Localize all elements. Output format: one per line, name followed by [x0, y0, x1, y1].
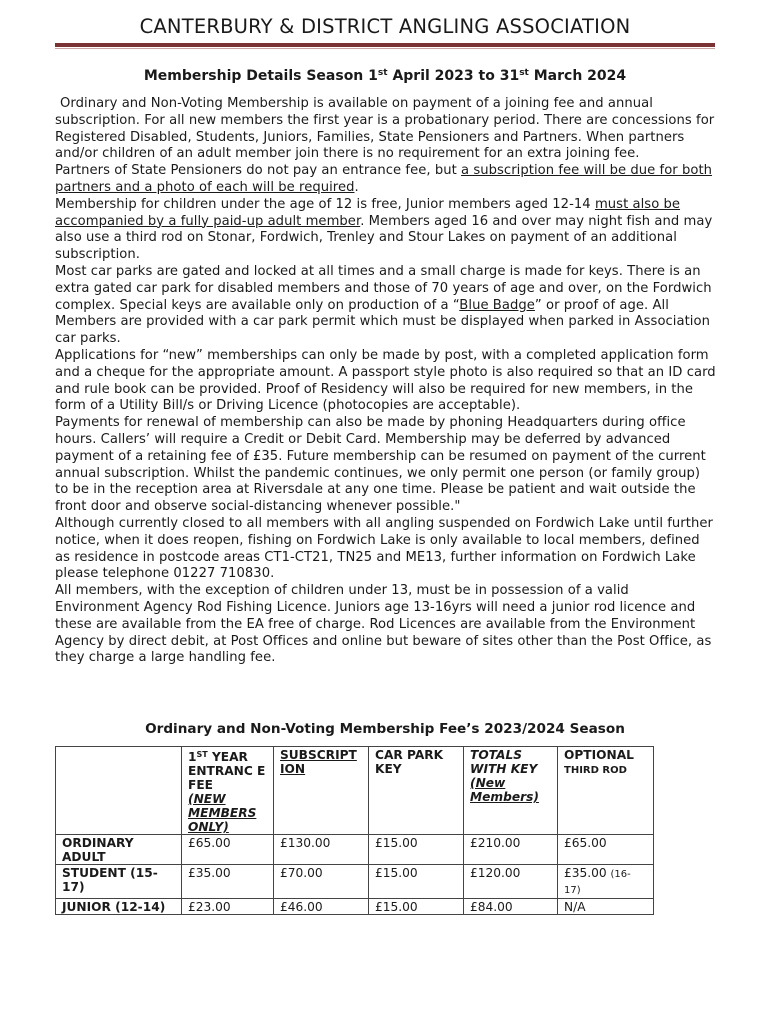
paragraph-fordwich-lake: Although currently closed to all members with all angling suspended on Fordwich Lake until further notice, when it does reopen, fishing on Fordwich Lake is only available to local members, defined as residence in postcode areas CT1-CT21, TN25 and ME13, further information on Fordwich Lake please telephone 01227 710830. — [55, 515, 713, 582]
table-header-row — [56, 747, 654, 835]
fees-table-title: Ordinary and Non-Voting Membership Fee’s 2023/2024 Season — [145, 721, 625, 737]
row-label: JUNIOR (12-14) — [56, 899, 182, 915]
cell-totals: £84.00 — [464, 899, 558, 915]
cell-subscription: £130.00 — [274, 835, 369, 865]
membership-season-heading — [0, 68, 770, 84]
table-row — [56, 835, 654, 865]
paragraph-state-pensioners — [55, 163, 717, 197]
paragraph-car-parks — [55, 264, 717, 348]
header-text: CAR PARK KEY — [375, 748, 444, 776]
heading-sup-2: st — [519, 68, 529, 78]
cell-car-park-key: £15.00 — [369, 865, 464, 899]
paragraph-renewal-payments: Payments for renewal of membership can also be made by phoning Headquarters during office hours. Callers’ will require a Credit or Debit Card. Membership may be deferred by advanced payment of a retaining fee of £35. Future membership can be resumed on payment of the current annual subscription. Whilst the pandemic continues, we only permit one person (or family group) to be in the reception area at Riversdale at any one time. Please be patient and wait outside the front door and observe social-distancing whenever possible." — [55, 415, 706, 515]
header-subscription — [274, 747, 369, 835]
header-entrance-fee — [182, 747, 274, 835]
heading-text-3: March 2024 — [528, 68, 627, 84]
paragraph-rod-licence: All members, with the exception of children under 13, must be in possession of a valid Environment Agency Rod Fishing Licence. Juniors age 13-16yrs will need a junior rod licence and these are available from the EA free of charge. Rod Licences are available from the Environment Agency by direct debit, at Post Offices and online but beware of sites other than the Post Office, as they charge a large handling fee. — [55, 583, 712, 666]
header-note: (New Members) — [470, 776, 539, 804]
cell-subscription: £46.00 — [274, 899, 369, 915]
header-text: 1 — [188, 750, 197, 764]
text-segment: Most car parks are gated and locked at all times and a small charge is made for keys. There is an extra gated car park for disabled members and those of 70 years of age and over, on the Fordwich complex. Special keys are available only on production of a “ — [55, 263, 712, 313]
underlined-text: must also be accompanied by a fully paid-up adult member — [55, 196, 681, 229]
table-row — [56, 865, 654, 899]
cell-value: £65.00 — [564, 836, 607, 850]
header-car-park-key — [369, 747, 464, 835]
cell-entrance-fee: £35.00 — [182, 865, 274, 899]
paragraph-children-juniors — [55, 197, 717, 264]
cell-optional — [558, 835, 654, 865]
heading-text-1: Membership Details Season 1 — [143, 68, 378, 84]
cell-entrance-fee: £23.00 — [182, 899, 274, 915]
header-totals — [464, 747, 558, 835]
cell-totals: £120.00 — [464, 865, 558, 899]
underlined-text: Blue Badge — [459, 297, 535, 313]
table-row — [56, 899, 654, 915]
header-text: YEAR ENTRANC E FEE — [188, 750, 266, 792]
header-text: SUBSCRIPT ION — [280, 748, 357, 776]
header-divider — [55, 43, 715, 47]
membership-fees-table — [55, 746, 654, 915]
heading-text-2: April 2023 to 31 — [387, 68, 520, 84]
header-divider-shadow — [55, 48, 715, 49]
cell-note: (16-17) — [564, 869, 631, 896]
row-label: ORDINARY ADULT — [56, 835, 182, 865]
membership-details-body — [55, 96, 717, 667]
association-title: CANTERBURY & DISTRICT ANGLING ASSOCIATION — [139, 15, 631, 38]
text-segment: . — [354, 179, 359, 195]
header-text: TOTALS WITH KEY — [470, 748, 538, 776]
text-segment: Partners of State Pensioners do not pay an entrance fee, but — [55, 163, 462, 179]
header-sup: ST — [196, 750, 208, 759]
cell-optional — [558, 865, 654, 899]
cell-car-park-key: £15.00 — [369, 899, 464, 915]
paragraph-applications: Applications for “new” memberships can only be made by post, with a completed application form and a cheque for the appropriate amount. A passport style photo is also required so that an ID card and rule book can be provided. Proof of Residency will also be required for new members, in the form of a Utility Bill/s or Driving Licence (photocopies are acceptable). — [55, 347, 716, 414]
text-segment: ” or proof of age. All Members are provided with a car park permit which must be displayed when parked in Association car parks. — [55, 297, 710, 347]
underlined-text: a subscription fee will be due for both partners and a photo of each will be required — [55, 163, 713, 195]
cell-entrance-fee: £65.00 — [182, 835, 274, 865]
text-segment: . Members aged 16 and over may night fish and may also use a third rod on Stonar, Fordwich, Trenley and Stour Lakes on payment of an additional subscription. — [55, 213, 713, 263]
row-label: STUDENT (15-17) — [56, 865, 182, 899]
cell-optional — [558, 899, 654, 915]
paragraph-membership-overview: Ordinary and Non-Voting Membership is available on payment of a joining fee and annual subscription. For all new members the first year is a probationary period. There are concessions for Registered Disabled, Students, Juniors, Families, State Pensioners and Partners. When partners and/or children of an adult member join there is no requirement for an extra joining fee. — [55, 96, 715, 162]
cell-totals: £210.00 — [464, 835, 558, 865]
text-segment: Membership for children under the age of 12 is free, Junior members aged 12-14 — [55, 196, 595, 212]
header-text: OPTIONAL — [564, 748, 634, 762]
table-corner-cell — [56, 747, 182, 835]
header-note: THIRD ROD — [564, 765, 627, 776]
heading-sup-1: st — [377, 68, 388, 78]
cell-subscription: £70.00 — [274, 865, 369, 899]
header-optional-third-rod — [558, 747, 654, 835]
cell-value: £35.00 — [564, 866, 607, 880]
cell-value: N/A — [564, 900, 586, 914]
cell-car-park-key: £15.00 — [369, 835, 464, 865]
header-note: (NEW MEMBERS ONLY) — [188, 792, 257, 834]
